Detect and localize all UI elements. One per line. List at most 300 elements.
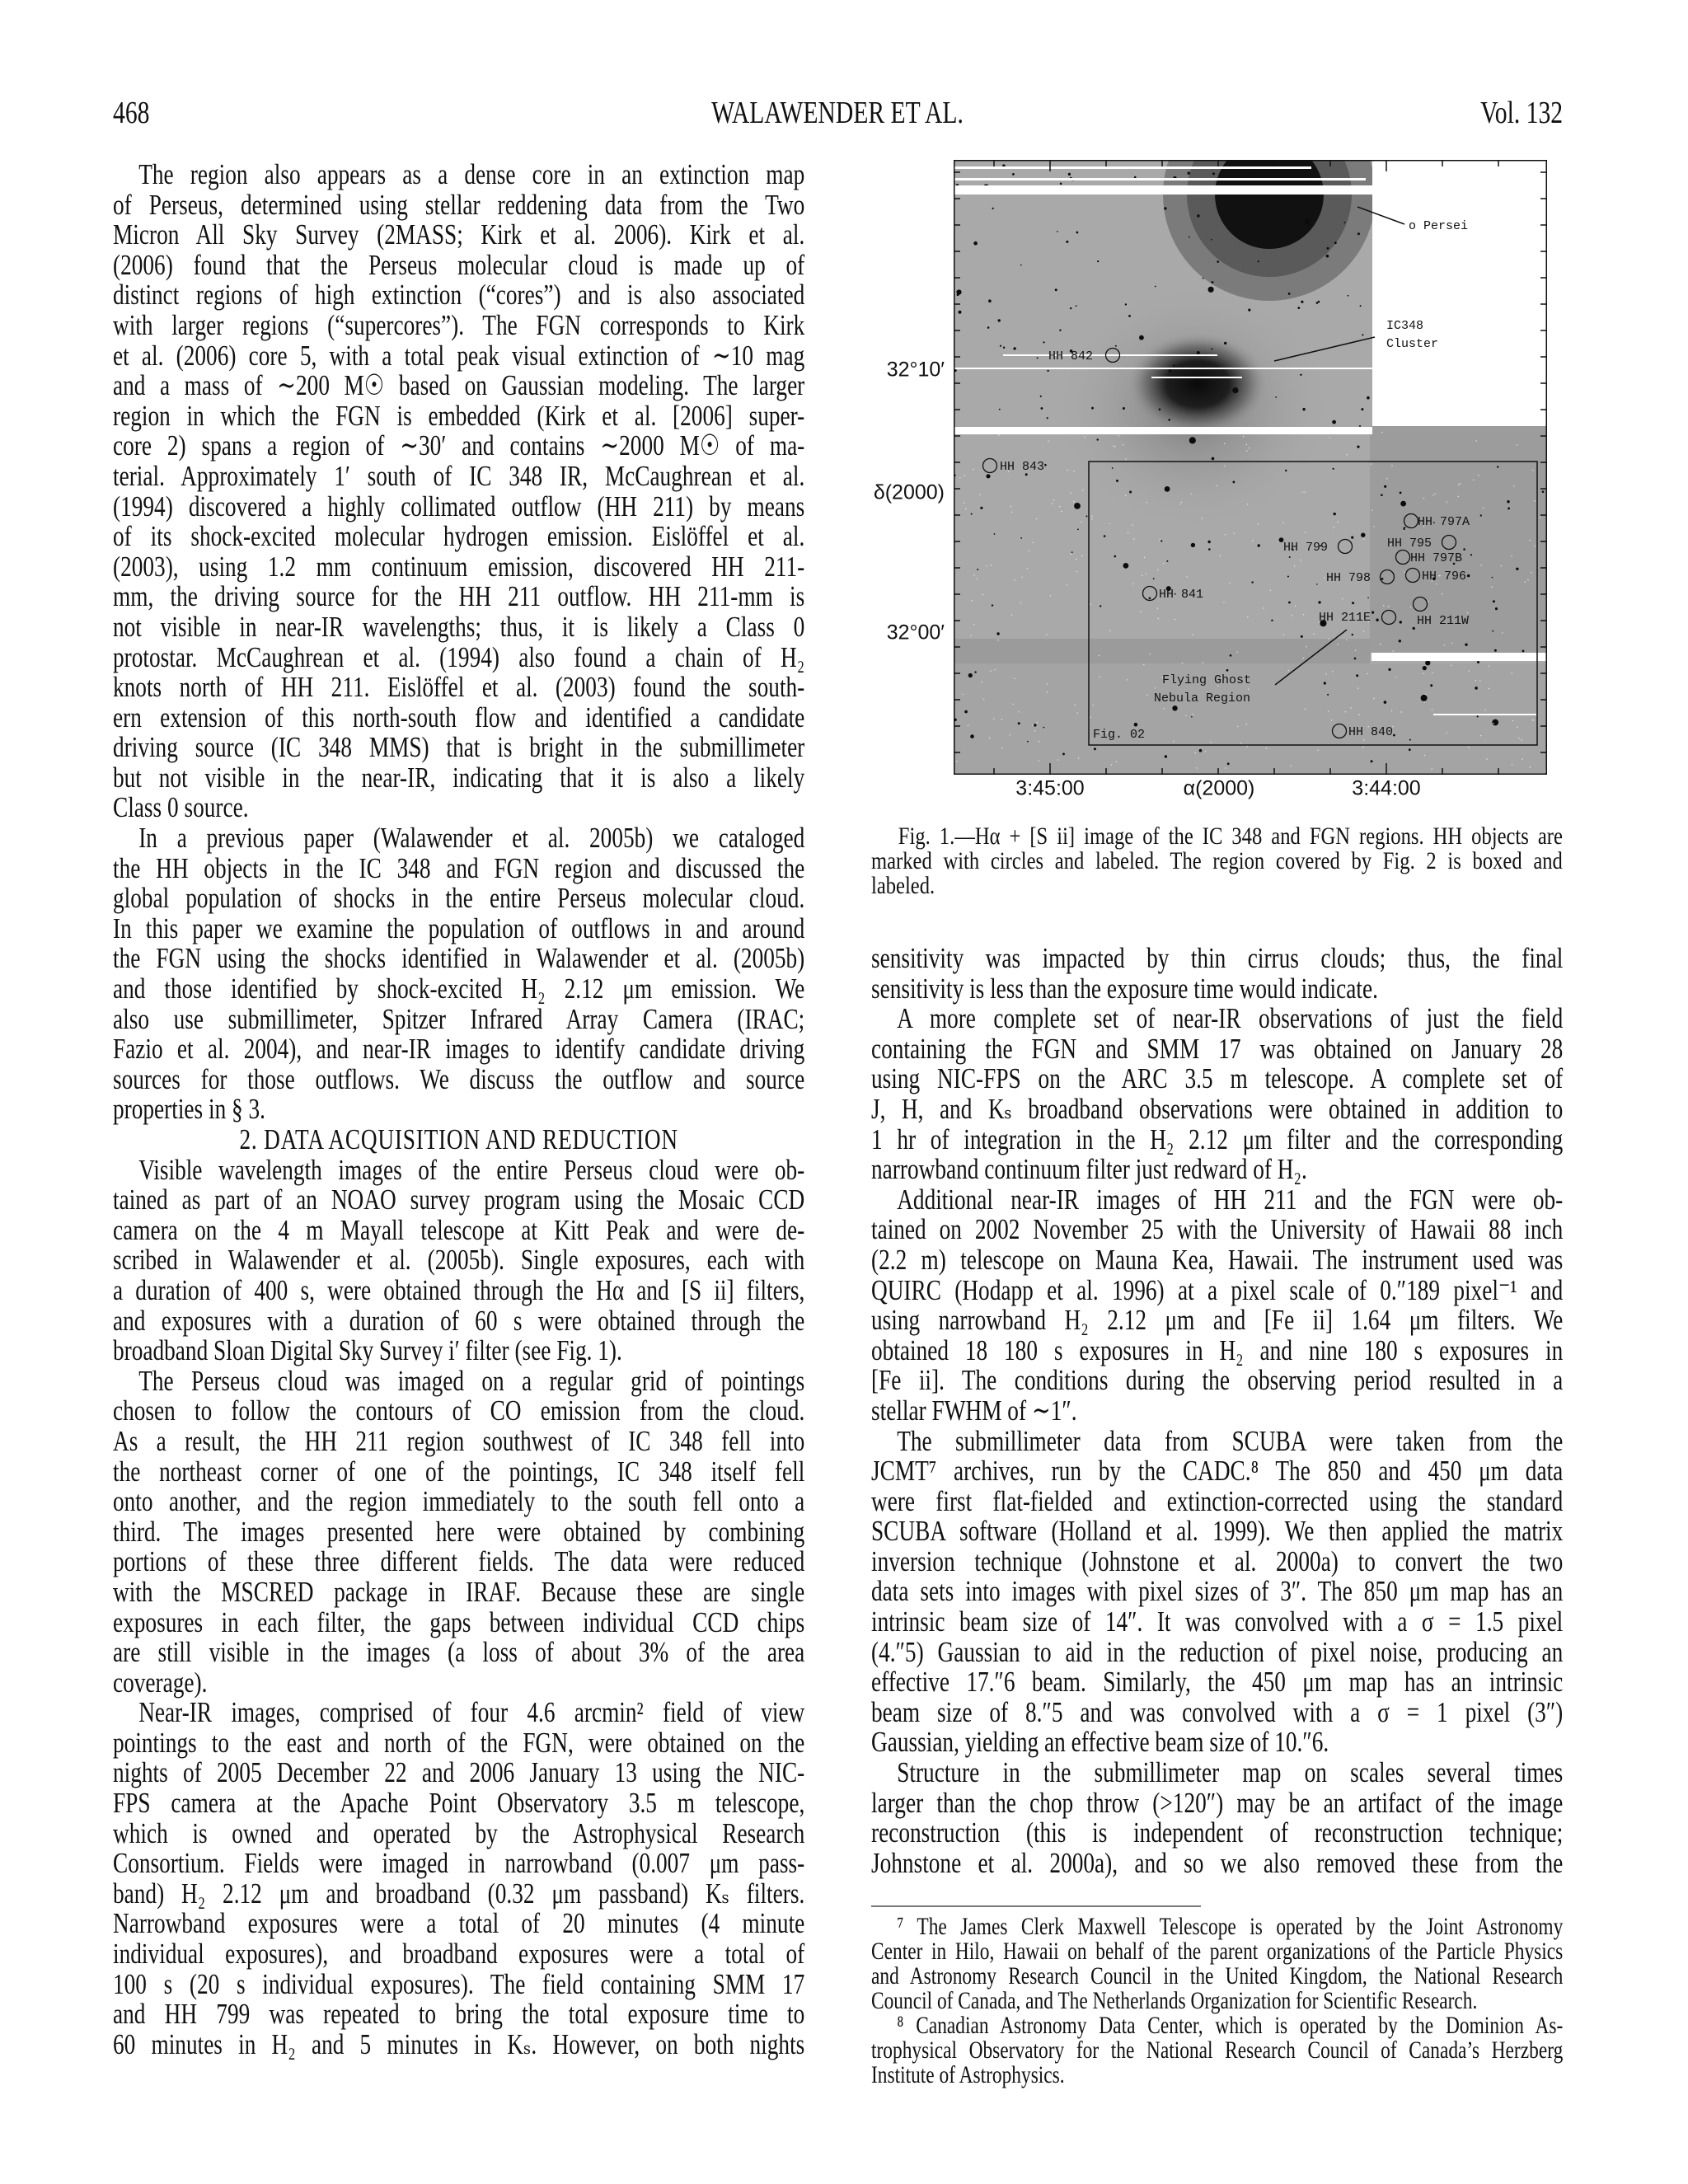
star xyxy=(977,569,978,570)
star xyxy=(992,604,993,606)
star xyxy=(1334,241,1337,244)
star xyxy=(1191,716,1193,718)
noise-speck xyxy=(1032,724,1033,725)
text-line: properties in § 3. xyxy=(113,1093,266,1126)
star xyxy=(1086,515,1088,517)
star xyxy=(1332,420,1336,424)
noise-speck xyxy=(1491,586,1492,587)
star xyxy=(1212,457,1215,461)
noise-speck xyxy=(1346,454,1347,455)
text-line: (2003), using 1.2 mm continuum emission, discovered HH 211- xyxy=(113,550,805,583)
volume-text: Vol. 132 xyxy=(1480,96,1563,130)
star xyxy=(1041,407,1043,410)
noise-speck xyxy=(1076,571,1077,572)
text-line: band) H₂ 2.12 μm and broadband (0.32 μm passband) Kₛ filters. xyxy=(113,1877,805,1910)
noise-speck xyxy=(1173,741,1174,742)
star xyxy=(1522,650,1525,653)
text-line: sensitivity is less than the exposure time would indicate. xyxy=(871,972,1378,1005)
noise-speck xyxy=(1078,757,1079,758)
noise-speck xyxy=(964,475,965,476)
noise-speck xyxy=(1157,569,1158,570)
paragraph xyxy=(871,1185,1563,1427)
page-number-text: 468 xyxy=(113,96,150,130)
noise-speck xyxy=(1530,766,1531,767)
hh-label: HH 840 xyxy=(1348,725,1394,739)
star xyxy=(999,409,1001,410)
star xyxy=(994,533,996,535)
text-line: also use submillimeter, Spitzer Infrared Array Camera (IRAC; xyxy=(113,1002,805,1035)
noise-speck xyxy=(1144,557,1145,558)
noise-speck xyxy=(1332,671,1333,672)
noise-speck xyxy=(1013,704,1014,705)
noise-speck xyxy=(1532,719,1533,720)
star xyxy=(959,311,962,314)
noise-speck xyxy=(1187,576,1188,577)
star xyxy=(1097,260,1099,262)
text-line: Near-IR images, comprised of four 4.6 arcmin² field of view xyxy=(138,1696,805,1729)
noise-speck xyxy=(1393,650,1394,651)
star xyxy=(1344,222,1346,223)
star xyxy=(1475,687,1478,690)
noise-speck xyxy=(1032,542,1033,543)
star xyxy=(1027,741,1029,743)
star xyxy=(970,734,974,738)
noise-speck xyxy=(1475,680,1476,681)
text-line: ern extension of this north-south flow and identified a candidate xyxy=(113,701,805,733)
figure-1-image xyxy=(954,160,1547,775)
text-line: the HH objects in the IC 348 and FGN region and discussed the xyxy=(113,851,805,884)
star xyxy=(1324,682,1326,684)
x-axis-title: α(2000) xyxy=(1183,776,1255,800)
o-persei-label: o Persei xyxy=(1409,219,1469,233)
star xyxy=(1356,674,1358,677)
text-line: portions of these three different fields. The data were reduced xyxy=(113,1545,805,1578)
x-tick-label: 3:44:00 xyxy=(1352,776,1421,800)
noise-speck xyxy=(982,594,983,595)
noise-speck xyxy=(1158,618,1159,619)
noise-speck xyxy=(1114,446,1115,447)
text-line: not visible in near-IR wavelengths; thus, it is likely a Class 0 xyxy=(113,610,805,643)
star xyxy=(1207,541,1210,543)
star xyxy=(1333,468,1334,470)
noise-speck xyxy=(1195,752,1196,753)
noise-speck xyxy=(1469,671,1470,672)
text-line: scribed in Walawender et al. (2005b). Single exposures, each with xyxy=(113,1244,805,1277)
text-line: FPS camera at the Apache Point Observatory 3.5 m telescope, xyxy=(113,1787,805,1820)
hh-label: HH 797A xyxy=(1418,515,1470,529)
noise-speck xyxy=(1525,582,1526,583)
star xyxy=(956,289,961,294)
noise-speck xyxy=(1081,522,1082,523)
noise-speck xyxy=(1046,634,1047,635)
noise-speck xyxy=(1099,676,1100,677)
star xyxy=(998,319,1001,321)
noise-speck xyxy=(1125,495,1126,496)
noise-speck xyxy=(1225,534,1226,535)
noise-speck xyxy=(1521,739,1522,740)
star xyxy=(1463,548,1465,551)
figure-caption xyxy=(871,824,1563,898)
star xyxy=(1173,364,1175,366)
star xyxy=(1301,301,1303,303)
paragraph xyxy=(871,2013,1563,2088)
noise-speck xyxy=(1059,506,1060,507)
star xyxy=(1357,232,1360,235)
star xyxy=(1074,503,1081,509)
text-line: Institute of Astrophysics. xyxy=(871,2061,1065,2088)
star xyxy=(1465,644,1467,646)
noise-speck xyxy=(1326,673,1327,674)
star xyxy=(1168,419,1170,421)
text-line: with the MSCRED package in IRAF. Because these are single xyxy=(113,1575,805,1608)
star xyxy=(1381,494,1383,496)
text-line: SCUBA software (Holland et al. 1999). We then applied the matrix xyxy=(871,1515,1564,1548)
text-line: region in which the FGN is embedded (Kirk et al. [2006] super- xyxy=(113,399,805,432)
noise-speck xyxy=(1480,735,1481,736)
noise-speck xyxy=(1358,714,1359,715)
noise-speck xyxy=(1283,634,1284,635)
noise-speck xyxy=(1091,518,1092,519)
text-line: Additional near-IR images of HH 211 and the FGN were ob- xyxy=(897,1183,1564,1216)
noise-speck xyxy=(1247,616,1248,617)
noise-speck xyxy=(1391,710,1392,711)
star xyxy=(1188,171,1190,174)
star xyxy=(1302,408,1305,410)
star xyxy=(1062,753,1065,756)
text-line: effective 17.″6 beam. Similarly, the 450 μm map has an intrinsic xyxy=(871,1666,1564,1699)
star xyxy=(1172,705,1177,710)
text-line: Consortium. Fields were imaged in narrowband (0.007 μm pass- xyxy=(113,1847,805,1880)
noise-speck xyxy=(1424,701,1425,702)
star xyxy=(1480,514,1482,516)
noise-speck xyxy=(1425,694,1426,695)
star xyxy=(1425,660,1430,665)
text-line: sources for those outflows. We discuss the outflow and source xyxy=(113,1062,805,1095)
star xyxy=(1360,305,1362,307)
x-tick-label: 3:45:00 xyxy=(1015,776,1085,800)
star xyxy=(1409,739,1411,741)
text-line: [Fe ii]. The conditions during the observing period resulted in a xyxy=(871,1364,1564,1397)
star xyxy=(1189,237,1190,238)
star xyxy=(1361,408,1363,410)
star xyxy=(1226,669,1229,672)
noise-speck xyxy=(959,477,960,478)
star xyxy=(1076,504,1077,505)
text-line: larger than the chop throw (>120″) may be an artifact of the image xyxy=(871,1786,1564,1819)
noise-speck xyxy=(1099,655,1100,656)
noise-speck xyxy=(1211,742,1212,743)
star xyxy=(987,326,990,329)
paragraph xyxy=(871,824,1563,898)
noise-speck xyxy=(1350,707,1351,708)
star xyxy=(1327,694,1329,696)
star xyxy=(1492,719,1498,726)
text-line: beam size of 8.″5 and was convolved with a σ = 1 pixel (3″) xyxy=(871,1695,1564,1728)
text-line: (1994) discovered a highly collimated outflow (HH 211) by means xyxy=(113,490,805,523)
star xyxy=(1153,578,1155,579)
noise-speck xyxy=(1164,708,1165,709)
star xyxy=(1423,666,1427,670)
noise-speck xyxy=(962,694,963,695)
star xyxy=(1492,630,1493,632)
noise-speck xyxy=(1067,470,1068,471)
hh-label: HH 211E xyxy=(1319,611,1372,625)
noise-speck xyxy=(1118,435,1119,436)
text-line: protostar. McCaughrean et al. (1994) also found a chain of H₂ xyxy=(113,640,805,673)
noise-speck xyxy=(1090,604,1091,605)
paragraph xyxy=(113,1366,804,1699)
star xyxy=(1362,334,1363,335)
star xyxy=(1164,207,1166,209)
star xyxy=(1047,370,1048,372)
text-line: trophysical Observatory for the National Research Council of Canada’s Herzberg xyxy=(871,2036,1564,2064)
noise-speck xyxy=(1014,678,1015,679)
star xyxy=(1211,239,1212,241)
noise-speck xyxy=(1091,516,1092,517)
noise-speck xyxy=(1127,679,1128,680)
star xyxy=(1477,661,1479,663)
text-line: Johnstone et al. 2000a), and so we also removed these from the xyxy=(871,1846,1564,1879)
noise-speck xyxy=(998,434,999,435)
text-line: pointings to the east and north of the FGN, were obtained on the xyxy=(113,1726,805,1759)
star xyxy=(1354,658,1357,660)
y-tick-label: 32°10′ xyxy=(886,358,945,382)
text-line: stellar FWHM of ∼1″. xyxy=(871,1394,1077,1427)
star xyxy=(1055,288,1057,291)
noise-speck xyxy=(1424,755,1425,756)
star xyxy=(1372,612,1374,614)
text-line: narrowband continuum filter just redward of H₂. xyxy=(871,1153,1307,1186)
star xyxy=(1285,470,1287,471)
noise-speck xyxy=(1391,465,1392,466)
fgn-label-line2: Nebula Region xyxy=(1154,691,1251,705)
noise-speck xyxy=(1355,650,1356,651)
noise-speck xyxy=(1367,673,1368,674)
star xyxy=(1516,568,1518,570)
star xyxy=(1043,341,1044,343)
noise-speck xyxy=(1075,704,1076,705)
footnotes xyxy=(871,1915,1563,2088)
noise-speck xyxy=(1163,563,1164,564)
noise-speck xyxy=(1266,748,1267,749)
noise-speck xyxy=(1373,698,1374,699)
text-line: containing the FGN and SMM 17 was obtained on January 28 xyxy=(871,1032,1564,1065)
noise-speck xyxy=(1237,726,1238,727)
text-line: As a result, the HH 211 region southwest of IC 348 fell into xyxy=(113,1424,805,1457)
fig2-box-label: Fig. 02 xyxy=(1093,728,1146,742)
star xyxy=(1288,602,1291,604)
text-line: exposures in each filter, the gaps between individual CCD chips xyxy=(113,1605,805,1638)
star xyxy=(988,299,992,302)
paragraph xyxy=(871,1424,1564,1759)
star xyxy=(1037,357,1039,359)
star xyxy=(1384,485,1386,488)
noise-speck xyxy=(1478,475,1479,476)
star xyxy=(1160,540,1162,541)
star xyxy=(1351,537,1353,539)
star xyxy=(1492,577,1493,579)
noise-speck xyxy=(1034,730,1035,731)
text-line: of its shock-excited molecular hydrogen emission. Eislöffel et al. xyxy=(113,520,805,553)
text-line: Fig. 1.—Hα + [S ii] image of the IC 348 and FGN regions. HH objects are xyxy=(898,823,1563,850)
text-line: Micron All Sky Survey (2MASS; Kirk et al. 2006). Kirk et al. xyxy=(113,218,805,251)
text-line: 1 hr of integration in the H₂ 2.12 μm filter and the corresponding xyxy=(871,1122,1564,1155)
text-line: JCMT⁷ archives, run by the CADC.⁸ The 850 and 450 μm data xyxy=(871,1455,1564,1488)
star xyxy=(1199,749,1203,752)
noise-speck xyxy=(1196,767,1197,768)
star xyxy=(1165,486,1170,492)
y-tick-label: 32°00′ xyxy=(886,621,945,644)
text-line: terial. Approximately 1′ south of IC 348 IR, McCaughrean et al. xyxy=(113,459,805,492)
noise-speck xyxy=(1400,711,1401,712)
noise-speck xyxy=(1303,614,1304,615)
star xyxy=(1430,684,1432,687)
star xyxy=(1421,695,1428,701)
fgn-label-line1: Flying Ghost xyxy=(1162,673,1252,687)
noise-speck xyxy=(1140,611,1141,612)
text-line: with larger regions (“supercores”). The FGN corresponds to Kirk xyxy=(113,308,805,341)
noise-speck xyxy=(1220,555,1221,556)
star xyxy=(1020,537,1022,539)
hh-label: HH 797B xyxy=(1410,551,1463,565)
text-line: were first flat-fielded and extinction-corrected using the standard xyxy=(871,1484,1564,1517)
text-line: driving source (IC 348 MMS) that is bright in the submillimeter xyxy=(113,731,805,764)
text-line: of Perseus, determined using stellar reddening data from the Two xyxy=(113,188,805,221)
text-line: In this paper we examine the population of outflows in and around xyxy=(113,912,805,944)
noise-speck xyxy=(1342,598,1343,599)
paragraph xyxy=(113,1155,804,1366)
text-line: In a previous paper (Walawender et al. 2005b) we cataloged xyxy=(138,822,805,855)
volume-label xyxy=(1457,96,1563,130)
noise-speck xyxy=(1324,577,1325,578)
star xyxy=(971,513,973,515)
ic348-nebula xyxy=(1128,333,1268,435)
star xyxy=(1166,560,1168,562)
noise-speck xyxy=(1302,492,1303,493)
noise-speck xyxy=(1533,719,1534,720)
text-line: the FGN using the shocks identified in Walawender et al. (2005b) xyxy=(113,942,805,975)
text-line: (2.2 m) telescope on Mauna Kea, Hawaii. The instrument used was xyxy=(871,1243,1564,1276)
noise-speck xyxy=(1295,606,1296,607)
text-line: knots north of HH 211. Eislöffel et al. (2003) found the south- xyxy=(113,671,805,704)
text-line: data sets into images with pixel sizes of 3″. The 850 μm map has an xyxy=(871,1575,1564,1608)
star xyxy=(1352,634,1353,635)
noise-speck xyxy=(1512,720,1513,721)
star xyxy=(1191,543,1195,547)
star xyxy=(1060,183,1062,185)
text-line: third. The images presented here were obtained by combining xyxy=(113,1515,805,1548)
star xyxy=(973,241,978,246)
left-column-text xyxy=(113,160,804,2060)
star xyxy=(992,208,994,209)
star xyxy=(996,632,999,635)
star xyxy=(1258,260,1259,262)
star xyxy=(1477,715,1479,717)
text-line: Gaussian, yielding an effective beam size of 10.″6. xyxy=(871,1726,1329,1759)
star xyxy=(1076,232,1079,234)
text-line: inversion technique (Johnstone et al. 2000a) to convert the two xyxy=(871,1544,1564,1577)
running-title xyxy=(0,96,1675,130)
star xyxy=(1327,247,1329,250)
left-column xyxy=(113,160,804,2060)
hh-label: HH 796 xyxy=(1422,569,1467,583)
star xyxy=(1297,307,1300,309)
noise-speck xyxy=(1386,478,1387,479)
hh-label: HH 799 xyxy=(1283,541,1329,555)
star xyxy=(968,673,973,677)
footnotes-text xyxy=(871,1915,1563,2088)
noise-speck xyxy=(1111,764,1112,765)
noise-speck xyxy=(1363,539,1364,540)
text-line: chosen to follow the contours of CO emission from the cloud. xyxy=(113,1394,805,1427)
text-line: which is owned and operated by the Astrophysical Research xyxy=(113,1816,805,1849)
noise-speck xyxy=(1363,631,1364,632)
star xyxy=(1155,286,1156,288)
noise-speck xyxy=(1294,565,1295,566)
noise-speck xyxy=(1502,632,1503,633)
text-line: onto another, and the region immediately to the south fell onto a xyxy=(113,1485,805,1518)
noise-speck xyxy=(1081,555,1082,556)
noise-speck xyxy=(1036,722,1037,723)
text-line: J, H, and Kₛ broadband observations were obtained in addition to xyxy=(871,1092,1564,1125)
noise-speck xyxy=(986,565,987,566)
noise-speck xyxy=(1444,644,1445,645)
star xyxy=(1123,407,1125,410)
star xyxy=(1165,755,1167,757)
footnote-divider xyxy=(871,1905,1201,1907)
star xyxy=(1208,287,1214,293)
star xyxy=(1507,508,1510,510)
text-line: Fazio et al. 2004), and near-IR images to identify candidate driving xyxy=(113,1033,805,1066)
star xyxy=(1189,437,1196,443)
star xyxy=(1012,173,1015,176)
star xyxy=(1232,387,1238,393)
noise-speck xyxy=(1529,540,1530,541)
text-line: individual exposures), and broadband exposures were a total of xyxy=(113,1938,805,1971)
star xyxy=(1371,760,1373,762)
noise-speck xyxy=(1468,747,1469,748)
hh-label: HH 841 xyxy=(1159,588,1204,602)
noise-speck xyxy=(1053,499,1054,500)
star xyxy=(1227,762,1230,765)
star xyxy=(1384,701,1387,704)
text-line: (2006) found that the Perseus molecular cloud is made up of xyxy=(113,248,805,281)
noise-speck xyxy=(1452,643,1453,644)
star xyxy=(1271,620,1273,621)
text-line: marked with circles and labeled. The region covered by Fig. 2 is boxed and xyxy=(871,847,1563,874)
star xyxy=(980,507,982,509)
text-line: A more complete set of near-IR observations of just the field xyxy=(897,1002,1564,1035)
star xyxy=(1381,578,1384,580)
noise-speck xyxy=(1357,688,1358,689)
star xyxy=(1169,369,1171,372)
noise-speck xyxy=(1050,595,1051,596)
noise-speck xyxy=(1337,522,1338,523)
noise-speck xyxy=(1192,634,1193,635)
text-line: tained on 2002 November 25 with the University of Hawaii 88 inch xyxy=(871,1213,1564,1246)
noise-speck xyxy=(1373,526,1374,527)
noise-speck xyxy=(1345,711,1346,712)
star xyxy=(1275,396,1277,398)
noise-speck xyxy=(990,671,991,672)
text-line: and HH 799 was repeated to bring the total exposure time to xyxy=(113,1998,805,2031)
star xyxy=(1409,748,1411,751)
text-line: ⁷ The James Clerk Maxwell Telescope is operated by the Joint Astronomy xyxy=(897,1913,1564,1940)
text-line: Narrowband exposures were a total of 20 minutes (4 minute xyxy=(113,1907,805,1940)
star xyxy=(1066,241,1068,243)
noise-speck xyxy=(1501,565,1502,566)
noise-speck xyxy=(1423,498,1424,499)
